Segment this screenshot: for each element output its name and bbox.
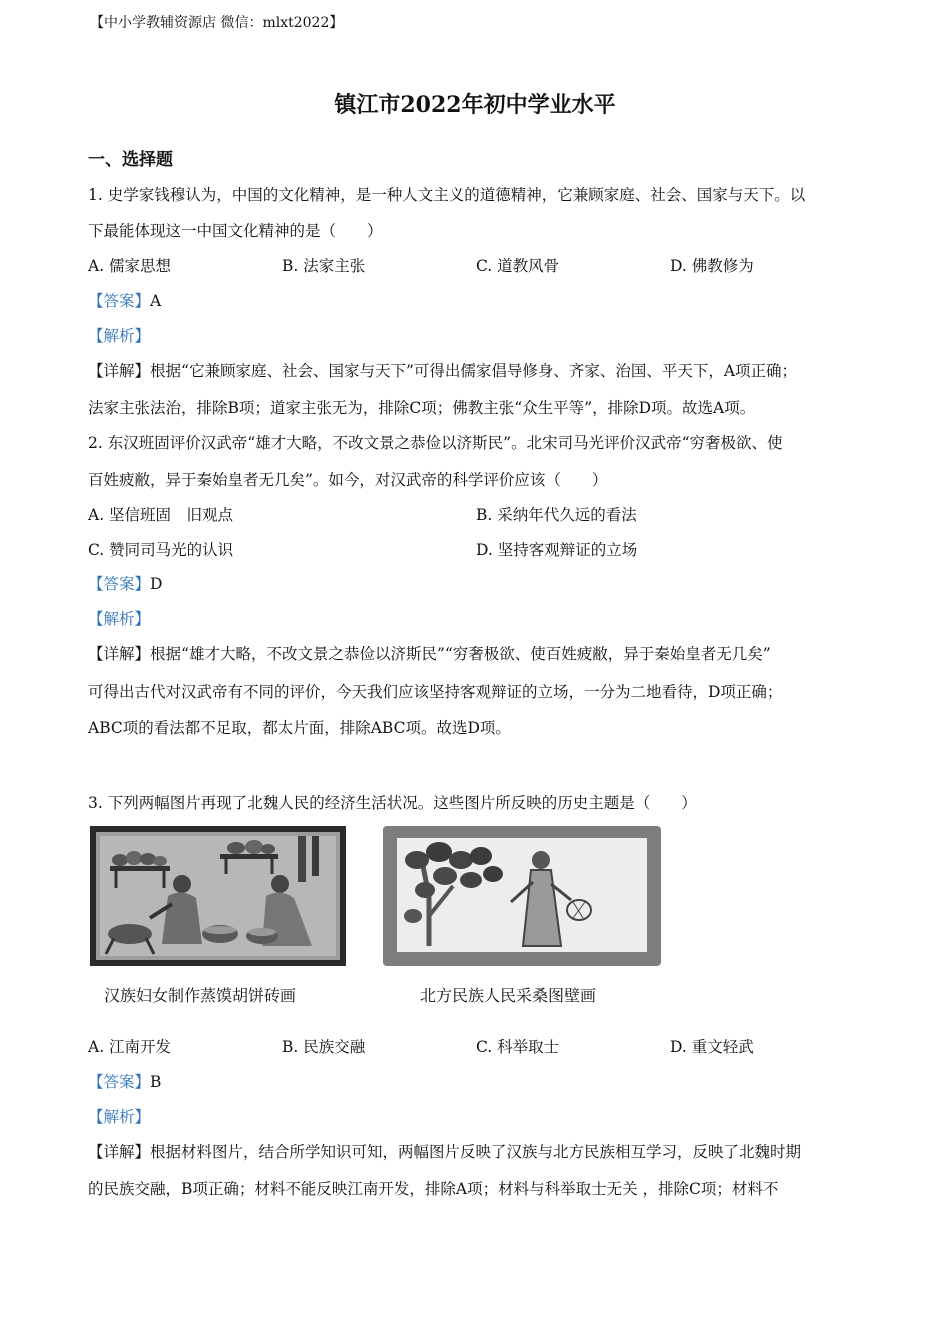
q1-option-d: D. 佛教修为 xyxy=(670,257,754,275)
q3-stem: 3. 下列两幅图片再现了北魏人民的经济生活状况。这些图片所反映的历史主题是（ ） xyxy=(88,794,697,812)
q1-option-a: A. 儒家思想 xyxy=(88,257,172,275)
detail-tag: 【详解】 xyxy=(88,1143,151,1161)
brick-painting-caption: 汉族妇女制作蒸馍胡饼砖画 xyxy=(104,986,297,1005)
page-title: 镇江市2022年初中学业水平 xyxy=(334,92,616,118)
q3-detail-line1 xyxy=(88,1140,801,1162)
section-heading: 一、选择题 xyxy=(88,150,173,170)
source-header: 【中小学教辅资源店 微信：mlxt2022】 xyxy=(90,15,344,31)
q1-option-c: C. 道教风骨 xyxy=(476,257,560,275)
brick-painting-image xyxy=(90,826,346,966)
q1-stem-line1: 1. 史学家钱穆认为，中国的文化精神，是一种人文主义的道德精神，它兼顾家庭、社会、国家与天下。以 xyxy=(88,186,806,204)
detail-text: 根据材料图片，结合所学知识可知，两幅图片反映了汉族与北方民族相互学习，反映了北魏时期 xyxy=(150,1143,802,1161)
q3-answer xyxy=(88,1070,161,1092)
q1-answer xyxy=(88,289,161,311)
analysis-tag: 【解析】 xyxy=(88,1108,151,1126)
q2-detail-line2: 可得出古代对汉武帝有不同的评价，今天我们应该坚持客观辩证的立场，一分为二地看待，D项正确； xyxy=(88,683,783,701)
detail-text: 根据“雄才大略，不改文景之恭俭以济斯民”“穷奢极欲、使百姓疲敝，异于秦始皇者无几矣” xyxy=(150,645,771,663)
answer-tag: 【答案】 xyxy=(88,575,151,593)
answer-tag: 【答案】 xyxy=(88,292,151,310)
q2-option-a: A. 坚信班固 旧观点 xyxy=(88,506,234,524)
detail-tag: 【详解】 xyxy=(88,645,151,663)
q3-option-d: D. 重文轻武 xyxy=(670,1038,754,1056)
q3-option-b: B. 民族交融 xyxy=(282,1038,366,1056)
q3-option-a: A. 江南开发 xyxy=(88,1038,172,1056)
q2-option-b: B. 采纳年代久远的看法 xyxy=(476,506,637,524)
q2-detail-line3: ABC项的看法都不足取，都太片面，排除ABC项。故选D项。 xyxy=(88,719,511,737)
q3-detail-line2: 的民族交融，B项正确；材料不能反映江南开发，排除A项；材料与科举取士无关 ，排除C项；材料不 xyxy=(88,1180,779,1198)
q2-stem-line1: 2. 东汉班固评价汉武帝“雄才大略，不改文景之恭俭以济斯民”。北宋司马光评价汉武帝“穷奢极欲、使 xyxy=(88,434,783,452)
answer-value: D xyxy=(150,575,163,593)
q1-detail-line1 xyxy=(88,359,797,381)
mural-caption: 北方民族人民采桑图壁画 xyxy=(420,986,597,1005)
answer-value: B xyxy=(150,1073,162,1091)
q2-analysis xyxy=(88,607,150,629)
q1-detail-line2: 法家主张法治，排除B项；道家主张无为，排除C项；佛教主张“众生平等”，排除D项。故选A项。 xyxy=(88,399,756,417)
q1-option-b: B. 法家主张 xyxy=(282,257,366,275)
analysis-tag: 【解析】 xyxy=(88,327,151,345)
q2-option-d: D. 坚持客观辩证的立场 xyxy=(476,541,638,559)
q2-stem-line2: 百姓疲敝，异于秦始皇者无几矣”。如今，对汉武帝的科学评价应该（ ） xyxy=(88,471,608,489)
q3-option-c: C. 科举取士 xyxy=(476,1038,560,1056)
q2-option-c: C. 赞同司马光的认识 xyxy=(88,541,234,559)
q1-stem-line2: 下最能体现这一中国文化精神的是（ ） xyxy=(88,222,383,240)
q2-answer xyxy=(88,572,162,594)
answer-value: A xyxy=(150,292,162,310)
detail-tag: 【详解】 xyxy=(88,362,151,380)
q1-analysis xyxy=(88,324,150,346)
q3-analysis xyxy=(88,1105,150,1127)
q2-detail-line1 xyxy=(88,642,771,664)
analysis-tag: 【解析】 xyxy=(88,610,151,628)
answer-tag: 【答案】 xyxy=(88,1073,151,1091)
detail-text: 根据“它兼顾家庭、社会、国家与天下”可得出儒家倡导修身、齐家、治国、平天下，A项正确； xyxy=(150,362,798,380)
mural-image xyxy=(383,826,661,966)
